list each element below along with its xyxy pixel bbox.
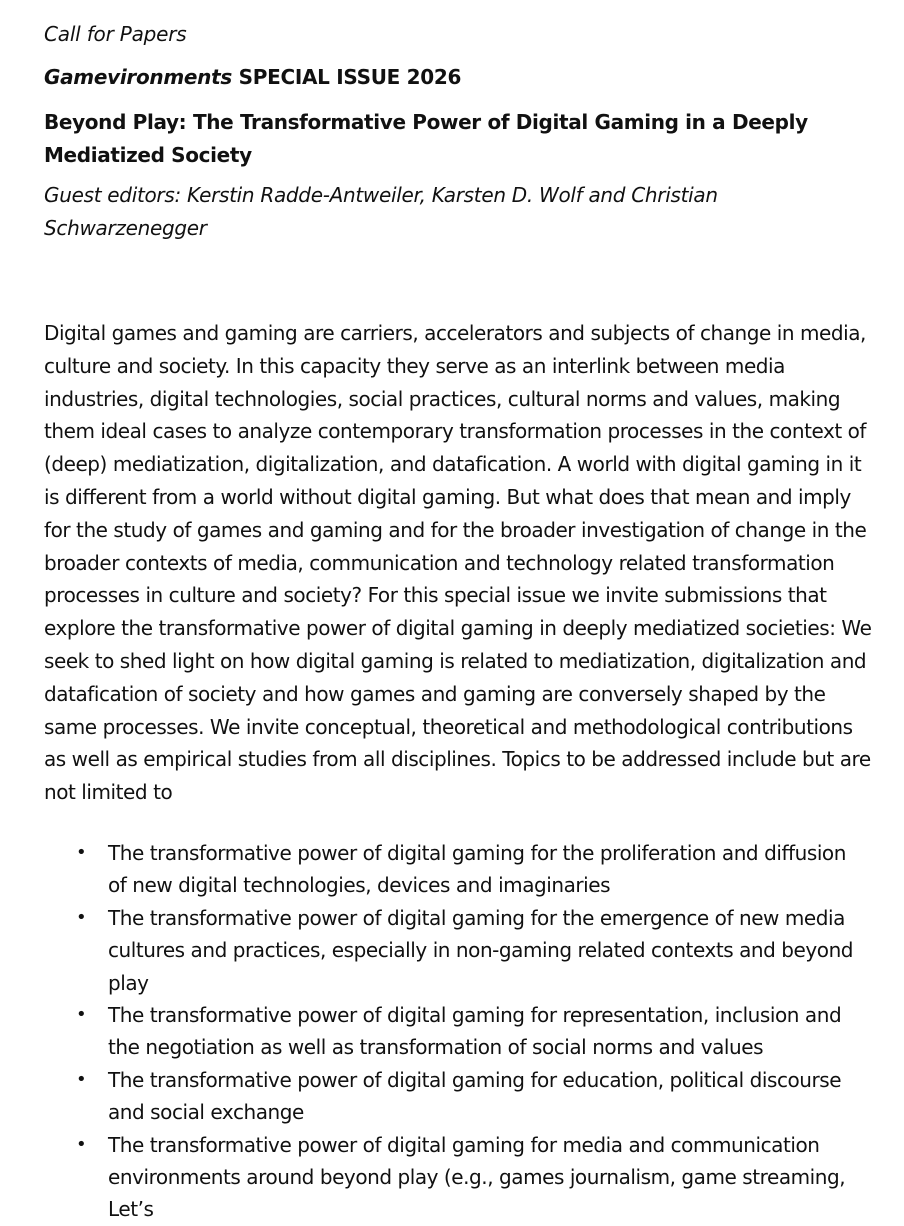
document-title: Beyond Play: The Transformative Power of Digital Gaming in a Deeply Mediatized Society (44, 110, 808, 167)
topic-text: The transformative power of digital gaming for education, political discourse and social exchange (108, 1067, 842, 1125)
topics-list (44, 837, 884, 1226)
issue-label: SPECIAL ISSUE 2026 (231, 65, 462, 89)
special-issue-heading (44, 61, 884, 94)
topic-item (44, 837, 868, 902)
topic-text: The transformative power of digital gaming for media and communication environments around beyond play (e.g., games journalism, game streaming, Let’s (108, 1132, 846, 1222)
bullet-icon: • (76, 906, 87, 928)
topic-item (44, 1129, 868, 1226)
topic-text: The transformative power of digital gaming for the emergence of new media cultures and practices, especially in non-gaming related contexts and beyond play (108, 905, 854, 995)
bullet-icon: • (76, 1133, 87, 1155)
journal-name: Gamevironments (44, 65, 232, 89)
intro-paragraph: Digital games and gaming are carriers, accelerators and subjects of change in media, culture and society. In this capacity they serve as an interlink between media industries, digital technologies, social practices, cultural norms and values, making them ideal cases to analyze contemporary transformation processes in the context of (deep) mediatization, digitalization, and datafication. A world with digital gaming in it is different from a world without digital gaming. But what does that mean and imply for the study of games and gaming and for the broader investigation of change in the broader contexts of media, communication and technology related transformation processes in culture and society? For this special issue we invite submissions that explore the transformative power of digital gaming in deeply mediatized societies: We seek to shed light on how digital gaming is related to mediatization, digitalization and datafication of society and how games and gaming are conversely shaped by the same processes. We invite conceptual, theoretical and methodological contributions as well as empirical studies from all disciplines. Topics to be addressed include but are not limited to (44, 321, 872, 805)
bullet-icon: • (76, 1003, 87, 1025)
document-page (44, 18, 884, 1226)
topic-text: The transformative power of digital gaming for the proliferation and diffusion of new digital technologies, devices and imaginaries (108, 840, 846, 898)
topic-item (44, 999, 868, 1064)
call-for-papers-label: Call for Papers (44, 22, 187, 46)
bullet-icon: • (76, 1068, 87, 1090)
guest-editors: Guest editors: Kerstin Radde-Antweiler, Karsten D. Wolf and Christian Schwarzenegger (44, 183, 718, 240)
topic-text: The transformative power of digital gaming for representation, inclusion and the negotiation as well as transformation of social norms and values (108, 1002, 842, 1060)
topic-item (44, 902, 868, 999)
topic-item (44, 1064, 868, 1129)
bullet-icon: • (76, 841, 87, 863)
